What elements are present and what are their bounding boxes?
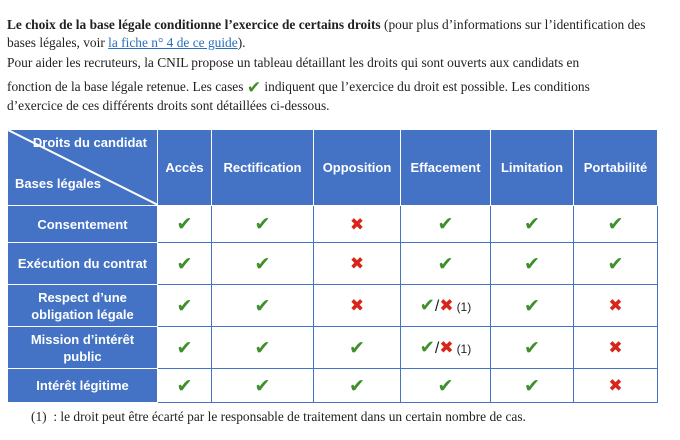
check-icon: ✔: [176, 336, 193, 359]
cell-conditional: [401, 327, 491, 369]
cell-allowed: [574, 206, 658, 243]
guide-link[interactable]: la fiche n° 4 de ce guide: [108, 35, 238, 51]
check-icon: ✔: [607, 213, 624, 235]
table-row: [8, 327, 658, 369]
check-icon: ✔: [437, 213, 454, 235]
corner-bases-label: Bases légales: [15, 176, 102, 191]
cross-icon: ✖: [349, 214, 365, 235]
cell-allowed: [212, 243, 314, 285]
explanation-line-1: Pour aider les recruteurs, la CNIL propose un tableau détaillant les droits qui sont ouverts aux candidats en: [7, 55, 580, 71]
table-corner-header: [8, 130, 158, 206]
cross-icon: ✖: [349, 296, 365, 316]
cell-allowed: [491, 369, 574, 403]
check-icon: ✔: [437, 374, 454, 397]
check-icon: ✔: [349, 336, 365, 359]
check-icon: ✔: [176, 294, 193, 317]
check-icon: ✔: [524, 374, 540, 397]
check-icon: ✔: [254, 213, 271, 235]
check-icon: ✔: [524, 336, 540, 359]
cell-allowed: [212, 369, 314, 403]
cell-not-allowed: [314, 285, 401, 327]
slash-separator: /: [434, 298, 440, 315]
check-icon: ✔: [246, 78, 262, 99]
cell-allowed: [314, 327, 401, 369]
cell-allowed: [491, 206, 574, 243]
cell-allowed: [158, 206, 212, 243]
cell-not-allowed: [314, 206, 401, 243]
cell-allowed: [491, 327, 574, 369]
cell-allowed: [212, 327, 314, 369]
table-row: [8, 369, 658, 403]
cell-not-allowed: [574, 327, 658, 369]
check-icon: ✔: [254, 336, 271, 359]
cell-allowed: [158, 243, 212, 285]
row-header: Respect d’une obligation légale: [8, 285, 158, 327]
column-header: Accès: [158, 130, 212, 206]
explanation-line-3: d’exercice de ces différents droits sont détaillées ci-dessous.: [7, 98, 330, 114]
check-icon: ✔: [419, 295, 435, 316]
cross-icon: ✖: [349, 254, 365, 274]
footnote-ref: (1): [456, 342, 472, 356]
check-icon: ✔: [524, 294, 540, 317]
rights-table: [7, 129, 658, 403]
cell-not-allowed: [574, 285, 658, 327]
explanation-line-2-before: fonction de la base légale retenue. Les cases: [7, 79, 244, 95]
footnote-ref: (1): [456, 300, 472, 314]
intro-text: (pour plus d’informations sur l’identification des bases légales, voir: [7, 17, 646, 51]
cell-allowed: [212, 285, 314, 327]
check-icon: ✔: [524, 213, 540, 235]
check-icon: ✔: [254, 294, 271, 317]
check-icon: ✔: [349, 374, 365, 397]
intro-title: Le choix de la base légale conditionne l’exercice de certains droits: [7, 17, 381, 33]
cross-icon: ✖: [439, 296, 454, 316]
table-row: [8, 206, 658, 243]
cell-allowed: [401, 206, 491, 243]
cross-icon: ✖: [439, 338, 454, 358]
cell-allowed: [314, 369, 401, 403]
cell-allowed: [158, 369, 212, 403]
explanation-paragraph: [7, 54, 672, 115]
cell-allowed: [491, 243, 574, 285]
row-header: Consentement: [8, 206, 158, 243]
table-header-row: [8, 130, 658, 206]
row-header: Exécution du contrat: [8, 243, 158, 285]
explanation-line-2: [7, 78, 672, 97]
column-header: Rectification: [212, 130, 314, 206]
cell-conditional: [401, 285, 491, 327]
check-icon: ✔: [607, 252, 624, 275]
check-icon: ✔: [176, 252, 193, 275]
check-icon: ✔: [176, 213, 193, 235]
row-header: Intérêt légitime: [8, 369, 158, 403]
check-icon: ✔: [254, 252, 271, 275]
cell-not-allowed: [574, 369, 658, 403]
column-header: Opposition: [314, 130, 401, 206]
check-icon: ✔: [176, 374, 193, 397]
footnote: [31, 409, 526, 425]
check-icon: ✔: [419, 337, 435, 358]
check-icon: ✔: [437, 252, 454, 275]
slash-separator: /: [434, 340, 440, 357]
cell-allowed: [491, 285, 574, 327]
check-icon: ✔: [524, 252, 540, 275]
explanation-line-2-after: indiquent que l’exercice du droit est possible. Les conditions: [261, 79, 590, 95]
column-header: Effacement: [401, 130, 491, 206]
intro-end: ).: [237, 35, 246, 51]
intro-paragraph: [7, 16, 672, 52]
footnote-marker: (1): [31, 409, 47, 424]
cross-icon: ✖: [608, 296, 623, 316]
table-row: [8, 243, 658, 285]
cell-allowed: [158, 327, 212, 369]
cell-allowed: [401, 243, 491, 285]
check-icon: ✔: [254, 374, 271, 397]
cross-icon: ✖: [608, 338, 623, 358]
cell-allowed: [574, 243, 658, 285]
column-header: Limitation: [491, 130, 574, 206]
cell-allowed: [401, 369, 491, 403]
cell-allowed: [212, 206, 314, 243]
corner-rights-label: Droits du candidat: [32, 135, 147, 150]
footnote-text: : le droit peut être écarté par le responsable de traitement dans un certain nombre de cas.: [53, 409, 526, 424]
column-header: Portabilité: [574, 130, 658, 206]
cross-icon: ✖: [608, 376, 623, 396]
cell-not-allowed: [314, 243, 401, 285]
cell-allowed: [158, 285, 212, 327]
table-row: [8, 285, 658, 327]
row-header: Mission d’intérêt public: [8, 327, 158, 369]
